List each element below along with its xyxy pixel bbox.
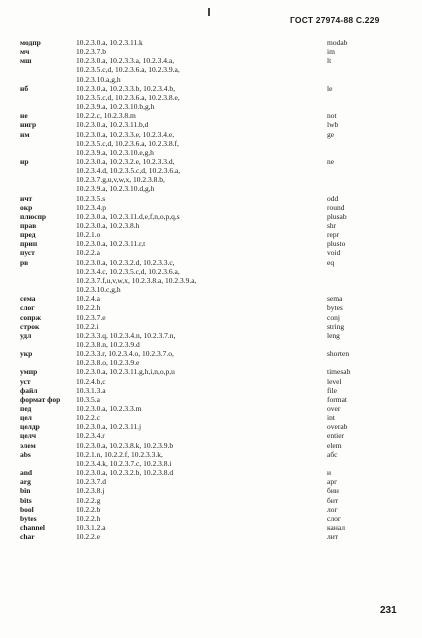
entry-refs: 10.2.3.0.a, 10.2.3.11.k	[76, 38, 143, 47]
index-entry	[0, 130, 422, 139]
index-entry-continuation	[0, 75, 422, 84]
entry-refs: 10.2.2.g	[76, 495, 101, 505]
entry-refs: 10.2.3.0.a, 10.2.3.2.b, 10.2.3.8.d	[76, 468, 174, 478]
entry-refs: 10.2.3.7.f,u,v,w,x, 10.2.3.8.a, 10.2.3.9.a,	[76, 275, 197, 285]
entry-refs: 10.2.3.4.k, 10.2.3.7.c, 10.2.3.8.i	[76, 458, 172, 468]
entry-term: нигр	[20, 120, 37, 130]
index-entry-continuation	[0, 102, 422, 111]
entry-refs: 10.2.1.o	[76, 230, 101, 240]
index-entry	[0, 496, 422, 505]
entry-refs: 10.2.2.c	[76, 413, 100, 423]
index-entry-continuation	[0, 139, 422, 148]
index-entry	[0, 413, 422, 422]
entry-term: нб	[20, 83, 29, 93]
entry-term: файл	[20, 385, 38, 395]
index-entry-continuation	[0, 340, 422, 349]
entry-refs: 10.2.3.10.a,g,h	[76, 74, 121, 84]
index-entry	[0, 377, 422, 386]
page-number: 231	[380, 605, 397, 616]
entry-refs: 10.2.3.8.o, 10.2.3.9.e	[76, 358, 140, 368]
index-entry	[0, 221, 422, 230]
entry-equivalent: overab	[327, 422, 348, 432]
entry-refs: 10.3.1.3.a	[76, 385, 106, 395]
entry-equivalent: modab	[327, 38, 348, 47]
entry-refs: 10.3.1.2.a	[76, 522, 106, 532]
entry-equivalent: бин	[327, 486, 339, 496]
entry-term: пред	[20, 230, 36, 240]
index-entry	[0, 258, 422, 267]
entry-equivalent: elem	[327, 440, 342, 450]
entry-refs: 10.2.3.5.c,d, 10.2.3.6.a, 10.2.3.8.e,	[76, 92, 180, 102]
entry-refs: 10.2.3.0.a, 10.2.3.3.b, 10.2.3.4.b,	[76, 83, 175, 93]
index-entry-continuation	[0, 285, 422, 294]
index-entry	[0, 212, 422, 221]
entry-refs: 10.2.2.h	[76, 513, 101, 523]
entry-term: bytes	[20, 513, 37, 523]
entry-refs: 10.2.3.5.c,d, 10.2.3.6.a, 10.2.3.9.a,	[76, 65, 180, 75]
index-entry	[0, 523, 422, 532]
entry-refs: 10.2.3.0.a, 10.2.3.3.e, 10.2.3.4.e,	[76, 129, 175, 139]
index-entry	[0, 505, 422, 514]
index-entry-continuation	[0, 175, 422, 184]
entry-term: цел	[20, 413, 32, 423]
entry-refs: 10.2.3.7.e	[76, 312, 106, 322]
entry-term: bits	[20, 495, 32, 505]
entry-term: строк	[20, 321, 40, 331]
index-entry-continuation	[0, 459, 422, 468]
entry-refs: 10.2.3.0.a, 10.2.3.3.a, 10.2.3.4.a,	[76, 56, 175, 66]
entry-equivalent: string	[327, 321, 345, 331]
entry-refs: 10.2.2.a	[76, 248, 100, 258]
entry-refs: 10.2.3.0.a, 10.2.3.11.b,d	[76, 120, 149, 130]
index-entry	[0, 532, 422, 541]
entry-equivalent: eq	[327, 257, 335, 267]
index-entry	[0, 157, 422, 166]
entry-term: пед	[20, 404, 32, 413]
entry-equivalent: и	[327, 468, 332, 478]
index-entry-continuation	[0, 276, 422, 285]
entry-term: прав	[20, 221, 37, 230]
index-entry	[0, 514, 422, 523]
index-entry	[0, 477, 422, 486]
entry-equivalent: plusto	[327, 239, 346, 249]
entry-refs: 10.2.4.b,c	[76, 376, 106, 386]
entry-term: укр	[20, 349, 33, 359]
index-entry	[0, 120, 422, 129]
entry-equivalent: lwb	[327, 120, 339, 130]
index-entry-continuation	[0, 166, 422, 175]
entry-equivalent: sema	[327, 294, 343, 304]
entry-refs: 10.2.3.7.d	[76, 477, 106, 487]
index-entry	[0, 248, 422, 257]
entry-equivalent: leng	[327, 330, 340, 340]
entry-equivalent: level	[327, 376, 342, 386]
index-entry	[0, 331, 422, 340]
entry-refs: 10.2.3.4.p	[76, 202, 106, 212]
entry-refs: 10.2.3.9.a, 10.2.3.10.e,g,h	[76, 147, 154, 157]
entry-term: окр	[20, 202, 33, 212]
index-entry	[0, 111, 422, 120]
entry-refs: 10.2.3.9.a, 10.2.3.10.d,g,h	[76, 184, 155, 194]
entry-term: слог	[20, 303, 35, 313]
entry-refs: 10.2.3.9.a, 10.2.3.10.b,g,h	[76, 102, 155, 112]
entry-equivalent: лог	[327, 504, 338, 514]
entry-equivalent: bytes	[327, 303, 343, 313]
entry-refs: 10.3.5.a	[76, 394, 100, 404]
entry-refs: 10.2.3.0.a, 10.2.3.11.r,t	[76, 239, 146, 249]
index-entry	[0, 303, 422, 312]
entry-refs: 10.2.2.h	[76, 303, 101, 313]
index-entry	[0, 367, 422, 376]
entry-equivalent: ge	[327, 129, 335, 139]
entry-refs: 10.2.3.4.d, 10.2.3.5.c,d, 10.2.3.6.a,	[76, 166, 181, 176]
index-entry	[0, 441, 422, 450]
entry-refs: 10.2.3.4.c, 10.2.3.5.c,d, 10.2.3.6.a,	[76, 266, 180, 276]
entry-term: формат фор	[20, 394, 61, 404]
index-entry	[0, 486, 422, 495]
entry-refs: 10.2.3.7.b	[76, 47, 106, 57]
index-entry	[0, 38, 422, 47]
entry-equivalent: lt	[327, 56, 332, 66]
entry-equivalent: over	[327, 404, 341, 413]
entry-equivalent: арг	[327, 477, 338, 487]
entry-term: char	[20, 532, 35, 542]
entry-equivalent: int	[327, 413, 335, 423]
entry-equivalent: conj	[327, 312, 340, 322]
entry-refs: 10.2.2.b	[76, 504, 101, 514]
entry-refs: 10.2.3.0.a, 10.2.3.11.g,h,i,n,o,p,u	[76, 367, 175, 377]
entry-refs: 10.2.3.0.a, 10.2.3.2.d, 10.2.3.3.c,	[76, 257, 175, 267]
entry-equivalent: not	[327, 111, 337, 121]
entry-equivalent: im	[327, 47, 335, 57]
entry-equivalent: абс	[327, 449, 338, 459]
index-entry	[0, 450, 422, 459]
index-entry-continuation	[0, 184, 422, 193]
index-entry	[0, 422, 422, 431]
entry-refs: 10.2.3.7.g,u,v,w,x, 10.2.3.8.b,	[76, 175, 165, 185]
entry-refs: 10.2.3.4.r	[76, 431, 105, 441]
entry-refs: 10.2.1.n, 10.2.2.f, 10.2.3.3.k,	[76, 449, 163, 459]
entry-refs: 10.2.3.8.j	[76, 486, 105, 496]
entry-refs: 10.2.4.a	[76, 294, 100, 304]
entry-refs: 10.2.2.e	[76, 532, 100, 542]
entry-term: arg	[20, 477, 31, 487]
index-entry-continuation	[0, 358, 422, 367]
index-entry	[0, 395, 422, 404]
index-entry	[0, 56, 422, 65]
entry-refs: 10.2.3.3.q, 10.2.3.4.n, 10.2.3.7.n,	[76, 330, 176, 340]
entry-equivalent: file	[327, 385, 337, 395]
index-entry	[0, 468, 422, 477]
entry-term: удл	[20, 330, 32, 340]
entry-equivalent: слог	[327, 513, 341, 523]
index-entry	[0, 294, 422, 303]
index-entry	[0, 194, 422, 203]
entry-term: мч	[20, 47, 30, 57]
entry-equivalent: repr	[327, 230, 340, 240]
entry-term: целч	[20, 431, 37, 441]
entry-equivalent: entier	[327, 431, 345, 441]
entry-equivalent: лит	[327, 532, 339, 542]
entry-equivalent: plusab	[327, 211, 347, 221]
entry-equivalent: odd	[327, 193, 339, 203]
entry-term: целдр	[20, 422, 40, 432]
entry-term: нчт	[20, 193, 33, 203]
page-header: ГОСТ 27974-88 С.229	[290, 15, 380, 25]
entry-equivalent: ne	[327, 156, 335, 166]
index-entry-continuation	[0, 93, 422, 102]
entry-equivalent: timesab	[327, 367, 351, 377]
entry-equivalent: void	[327, 248, 341, 258]
entry-term: элем	[20, 440, 36, 450]
entry-term: уст	[20, 376, 31, 386]
entry-refs: 10.2.3.0.a, 10.2.3.11.j	[76, 422, 142, 432]
entry-term: сема	[20, 294, 36, 304]
index-entry	[0, 349, 422, 358]
entry-refs: 10.2.3.0.a, 10.2.3.8.h	[76, 221, 140, 230]
entry-term: не	[20, 111, 28, 121]
index-entry	[0, 47, 422, 56]
entry-equivalent: shr	[327, 221, 337, 230]
index-entry-continuation	[0, 148, 422, 157]
entry-refs: 10.2.3.0.a, 10.2.3.11.d,e,f,n,o,p,q,s	[76, 211, 180, 221]
entry-term: abs	[20, 449, 31, 459]
entry-refs: 10.2.3.8.n, 10.2.3.9.d	[76, 339, 140, 349]
entry-refs: 10.2.3.0.a, 10.2.3.8.k, 10.2.3.9.b	[76, 440, 174, 450]
entry-term: модпр	[20, 38, 41, 47]
index-entry	[0, 203, 422, 212]
index-entry	[0, 230, 422, 239]
entry-term: плюспр	[20, 211, 47, 221]
entry-equivalent: le	[327, 83, 333, 93]
index-entry	[0, 239, 422, 248]
entry-term: bin	[20, 486, 31, 496]
entry-refs: 10.2.3.5.s	[76, 193, 106, 203]
entry-equivalent: бит	[327, 495, 339, 505]
entry-term: пуст	[20, 248, 35, 258]
entry-equivalent: shorten	[327, 349, 350, 359]
entry-term: сопрж	[20, 312, 42, 322]
entry-equivalent: format	[327, 394, 347, 404]
entry-refs: 10.2.3.5.c,d, 10.2.3.6.a, 10.2.3.8.f,	[76, 138, 179, 148]
entry-equivalent: round	[327, 202, 345, 212]
entry-term: and	[20, 468, 33, 478]
entry-term: мш	[20, 56, 32, 66]
entry-term: bool	[20, 504, 34, 514]
entry-term: рв	[20, 257, 29, 267]
entry-refs: 10.2.3.0.a, 10.2.3.3.m	[76, 404, 142, 413]
index-entry-continuation	[0, 267, 422, 276]
entry-refs: 10.2.3.3.r, 10.2.3.4.o, 10.2.3.7.o,	[76, 349, 174, 359]
index-entry	[0, 84, 422, 93]
entry-term: нм	[20, 129, 30, 139]
entry-refs: 10.2.3.10.c,g,h	[76, 285, 121, 295]
index-entry-continuation	[0, 65, 422, 74]
entry-term: умпр	[20, 367, 38, 377]
index-entry	[0, 313, 422, 322]
entry-term: channel	[20, 522, 46, 532]
entry-term: нр	[20, 156, 29, 166]
entry-term: прип	[20, 239, 38, 249]
entry-equivalent: канал	[327, 522, 346, 532]
index-entry	[0, 386, 422, 395]
entry-refs: 10.2.2.c, 10.2.3.8.m	[76, 111, 136, 121]
index-entry	[0, 322, 422, 331]
index-entry	[0, 431, 422, 440]
index-entry	[0, 404, 422, 413]
entry-refs: 10.2.2.i	[76, 321, 99, 331]
entry-refs: 10.2.3.0.a, 10.2.3.2.e, 10.2.3.3.d,	[76, 156, 175, 166]
